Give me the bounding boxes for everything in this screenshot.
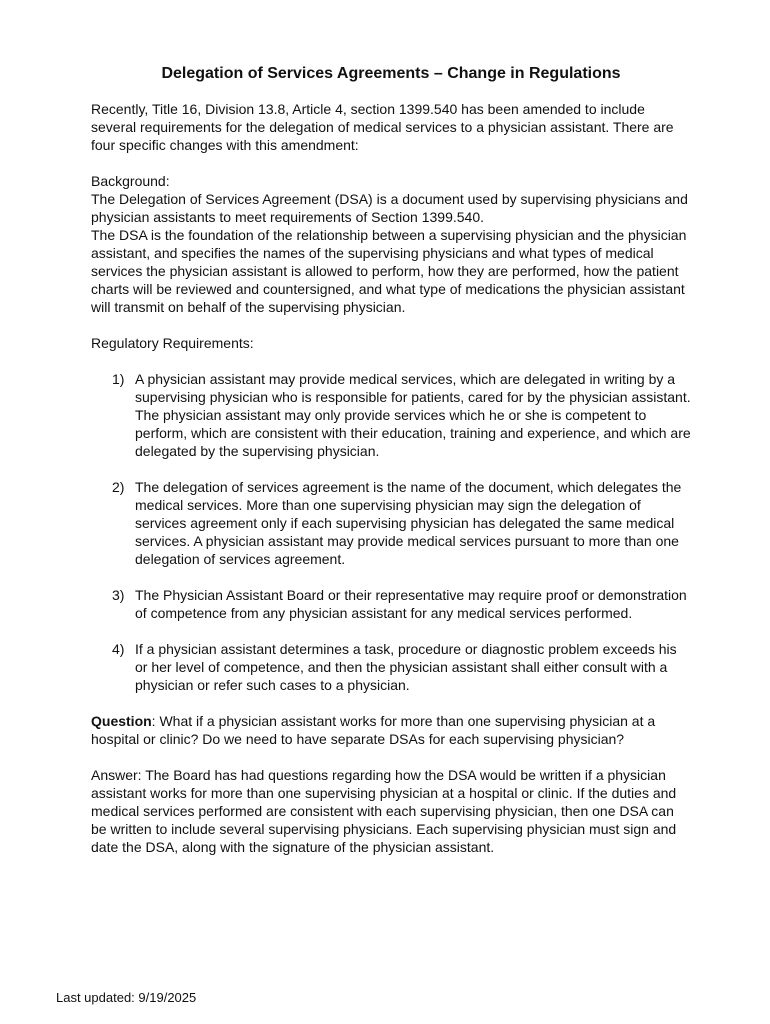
list-item xyxy=(91,586,691,622)
background-heading: Background: xyxy=(91,173,170,189)
background-section xyxy=(91,172,691,316)
regulatory-heading: Regulatory Requirements: xyxy=(91,335,254,351)
list-item-text: If a physician assistant determines a task, procedure or diagnostic problem exceeds his or her level of competence, and then the physician assistant shall either consult with a physician or refer such cases to a physician. xyxy=(135,641,677,693)
answer-paragraph: Answer: The Board has had questions regarding how the DSA would be written if a physician assistant works for more than one supervising physician at a hospital or clinic. If the duties and medical services performed are consistent with each supervising physician, then one DSA can be written to include several supervising physicians. Each supervising physician must sign and date the DSA, along with the signature of the physician assistant. xyxy=(91,767,677,855)
list-item-text: A physician assistant may provide medical services, which are delegated in writing by a supervising physician who is responsible for patients, cared for by the physician assistant. The physician assistant may only provide services which he or she is competent to perform, which are consistent with their education, training and experience, and which are delegated by the supervising physician. xyxy=(135,371,691,459)
list-item xyxy=(91,370,691,460)
list-item-text: The delegation of services agreement is the name of the document, which delegates the medical services. More than one supervising physician may sign the delegation of services agreement only if each supervising physician has delegated the same medical services. A physician assistant may provide medical services pursuant to more than one delegation of services agreement. xyxy=(135,479,682,567)
requirements-list xyxy=(91,370,691,694)
list-item-number: 4) xyxy=(112,641,125,657)
list-item-number: 1) xyxy=(112,371,125,387)
document-title: Delegation of Services Agreements – Change in Regulations xyxy=(161,65,621,82)
list-item xyxy=(91,478,691,568)
list-item xyxy=(91,640,691,694)
regulatory-section xyxy=(91,334,691,694)
intro-paragraph: Recently, Title 16, Division 13.8, Article 4, section 1399.540 has been amended to include several requirements for the delegation of medical services to a physician assistant. There are four specific changes with this amendment: xyxy=(91,101,674,153)
question-paragraph xyxy=(91,712,691,748)
list-item-text: The Physician Assistant Board or their representative may require proof or demonstration of competence from any physician assistant for any medical services performed. xyxy=(135,587,687,621)
question-label: Question xyxy=(91,713,152,729)
background-paragraph-1: The Delegation of Services Agreement (DSA) is a document used by supervising physicians and physician assistants to meet requirements of Section 1399.540. xyxy=(91,191,688,225)
background-paragraph-2: The DSA is the foundation of the relationship between a supervising physician and the physician assistant, and specifies the names of the supervising physicians and what types of medical services the physician assistant is allowed to perform, how they are performed, how the patient charts will be reviewed and countersigned, and what type of medications the physician assistant will transmit on behalf of the supervising physician. xyxy=(91,227,687,315)
question-text: : What if a physician assistant works for more than one supervising physician at a hospital or clinic? Do we need to have separate DSAs for each supervising physician? xyxy=(91,713,656,747)
last-updated-footer: Last updated: 9/19/2025 xyxy=(56,990,197,1005)
list-item-number: 3) xyxy=(112,587,125,603)
list-item-number: 2) xyxy=(112,479,125,495)
document-body xyxy=(91,64,691,874)
